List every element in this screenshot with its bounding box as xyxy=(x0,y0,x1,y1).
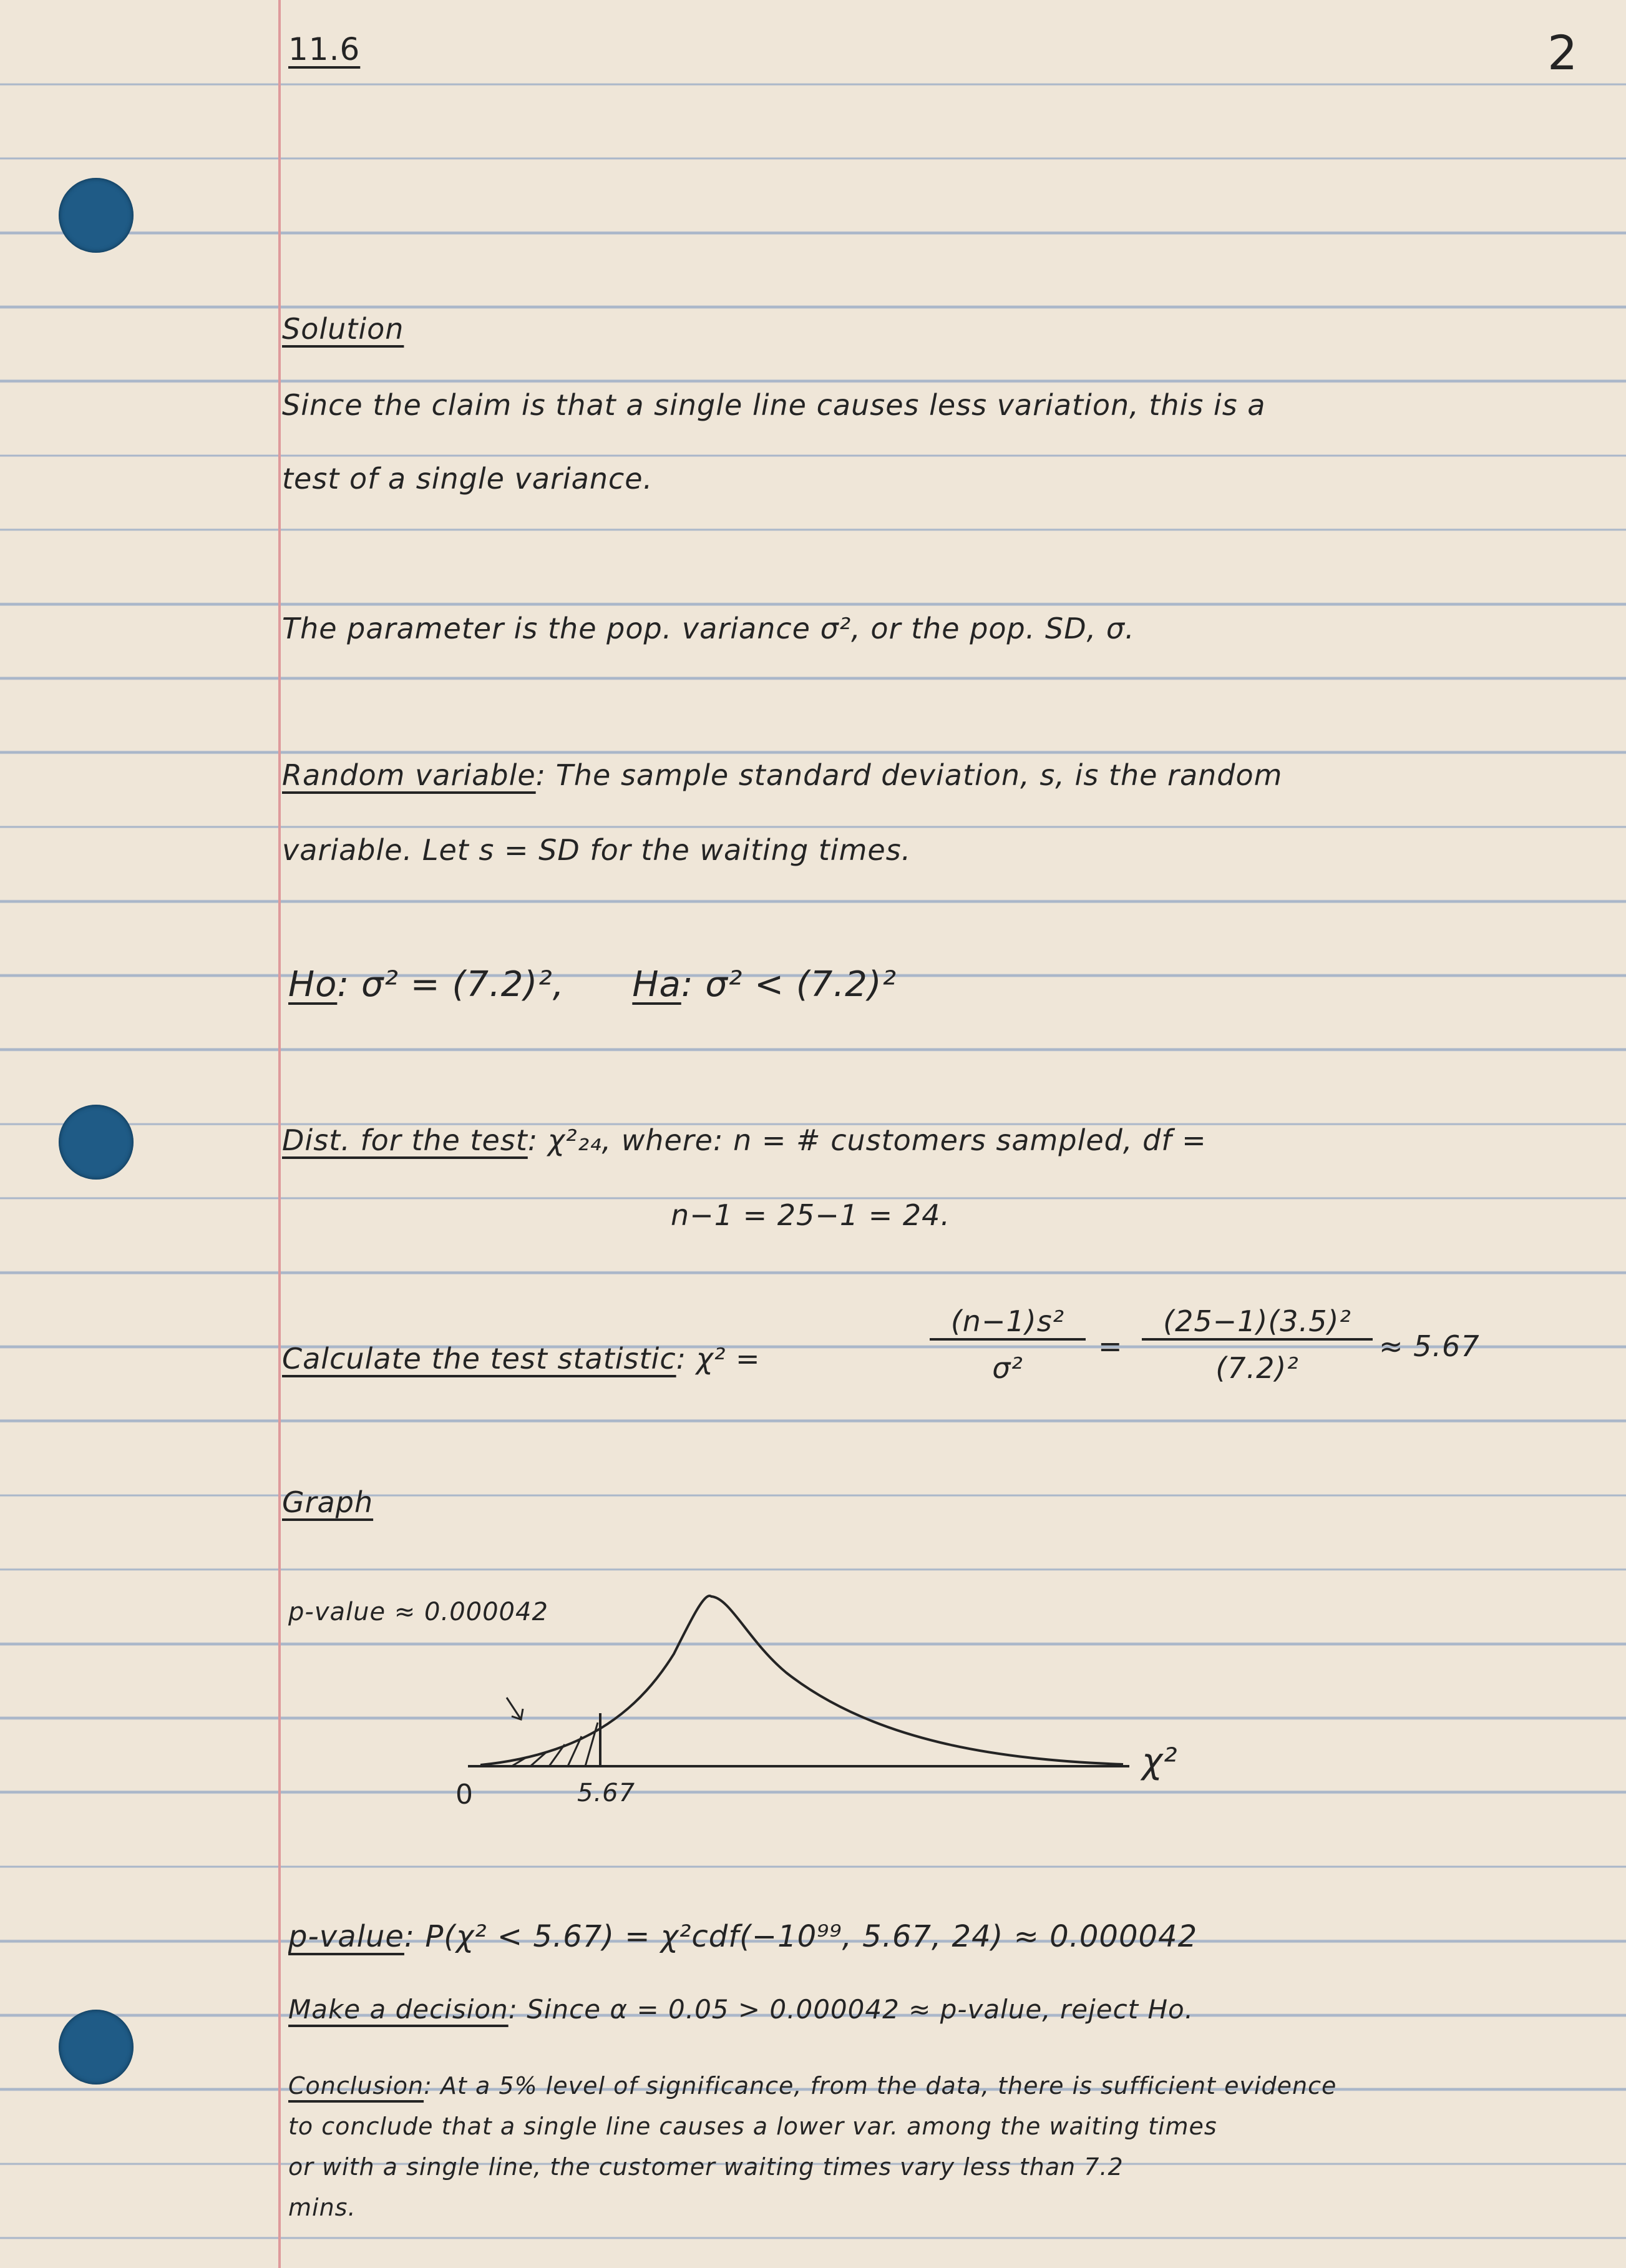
random-variable-line-1 xyxy=(282,758,1282,792)
conclusion-label: Conclusion xyxy=(288,2072,424,2099)
null-hypothesis: : σ² = (7.2)², xyxy=(337,964,565,1005)
decision-line xyxy=(288,1994,1194,2025)
tail-arrow xyxy=(507,1698,523,1719)
chi-square-graph xyxy=(437,1579,1279,1829)
test-statistic-label: Calculate the test statistic xyxy=(282,1342,676,1376)
solution-line-2: test of a single variance. xyxy=(282,462,653,496)
graph-heading: Graph xyxy=(282,1485,374,1519)
conclusion-line-3: or with a single line, the customer waiting times vary less than 7.2 xyxy=(288,2153,1124,2181)
graph-pvalue-label: p-value ≈ 0.000042 xyxy=(288,1598,548,1626)
margin-line xyxy=(278,0,281,2268)
test-statistic-result: ≈ 5.67 xyxy=(1379,1329,1480,1363)
hypotheses-line xyxy=(288,964,897,1005)
solution-heading: Solution xyxy=(282,312,404,346)
distribution-text-1: : χ²₂₄, where: n = # customers sampled, df = xyxy=(527,1123,1207,1157)
conclusion-line-2: to conclude that a single line causes a lower var. among the waiting times xyxy=(288,2113,1217,2140)
section-number: 11.6 xyxy=(288,31,361,67)
density-curve xyxy=(480,1596,1123,1765)
punch-hole-top xyxy=(59,178,134,253)
conclusion-line-1 xyxy=(288,2072,1336,2099)
decision-label: Make a decision xyxy=(288,1994,509,2025)
tick-value: 5.67 xyxy=(577,1779,636,1807)
random-variable-label: Random variable xyxy=(282,758,536,792)
conclusion-text-1: : At a 5% level of significance, from the data, there is sufficient evidence xyxy=(424,2072,1337,2099)
fraction-1-denominator: σ² xyxy=(992,1351,1023,1385)
alt-hypothesis: : σ² < (7.2)² xyxy=(681,964,897,1005)
tick-zero: 0 xyxy=(455,1779,474,1811)
pvalue-label: p-value xyxy=(288,1919,404,1954)
test-statistic-line xyxy=(282,1342,761,1376)
distribution-line-2: n−1 = 25−1 = 24. xyxy=(671,1198,951,1232)
pvalue-line xyxy=(288,1919,1197,1954)
conclusion-line-4: mins. xyxy=(288,2194,356,2221)
punch-hole-middle xyxy=(59,1105,134,1180)
page-number: 2 xyxy=(1547,25,1579,81)
alt-hypothesis-label: Ha xyxy=(632,964,681,1005)
random-variable-line-2: variable. Let s = SD for the waiting times. xyxy=(282,833,912,867)
fraction-1-numerator: (n−1)s² xyxy=(930,1304,1086,1341)
fraction-2-denominator: (7.2)² xyxy=(1215,1351,1299,1385)
decision-text: : Since α = 0.05 > 0.000042 ≈ p-value, reject Ho. xyxy=(508,1994,1194,2025)
distribution-label: Dist. for the test xyxy=(282,1123,528,1157)
distribution-line-1 xyxy=(282,1123,1207,1157)
parameter-text: The parameter is the pop. variance σ², or the pop. SD, σ. xyxy=(282,612,1135,645)
axis-label: χ² xyxy=(1142,1741,1178,1782)
left-tail-shading xyxy=(512,1723,598,1766)
pvalue-text: : P(χ² < 5.67) = χ²cdf(−10⁹⁹, 5.67, 24) ≈ 0.000042 xyxy=(404,1919,1198,1954)
punch-hole-bottom xyxy=(59,2010,134,2085)
fraction-2-numerator: (25−1)(3.5)² xyxy=(1142,1304,1373,1341)
test-statistic-lhs: : χ² = xyxy=(676,1342,761,1376)
random-variable-text-1: : The sample standard deviation, s, is the random xyxy=(535,758,1283,792)
solution-line-1: Since the claim is that a single line causes less variation, this is a xyxy=(282,388,1266,422)
test-statistic-equals: = xyxy=(1098,1329,1123,1363)
null-hypothesis-label: Ho xyxy=(288,964,338,1005)
